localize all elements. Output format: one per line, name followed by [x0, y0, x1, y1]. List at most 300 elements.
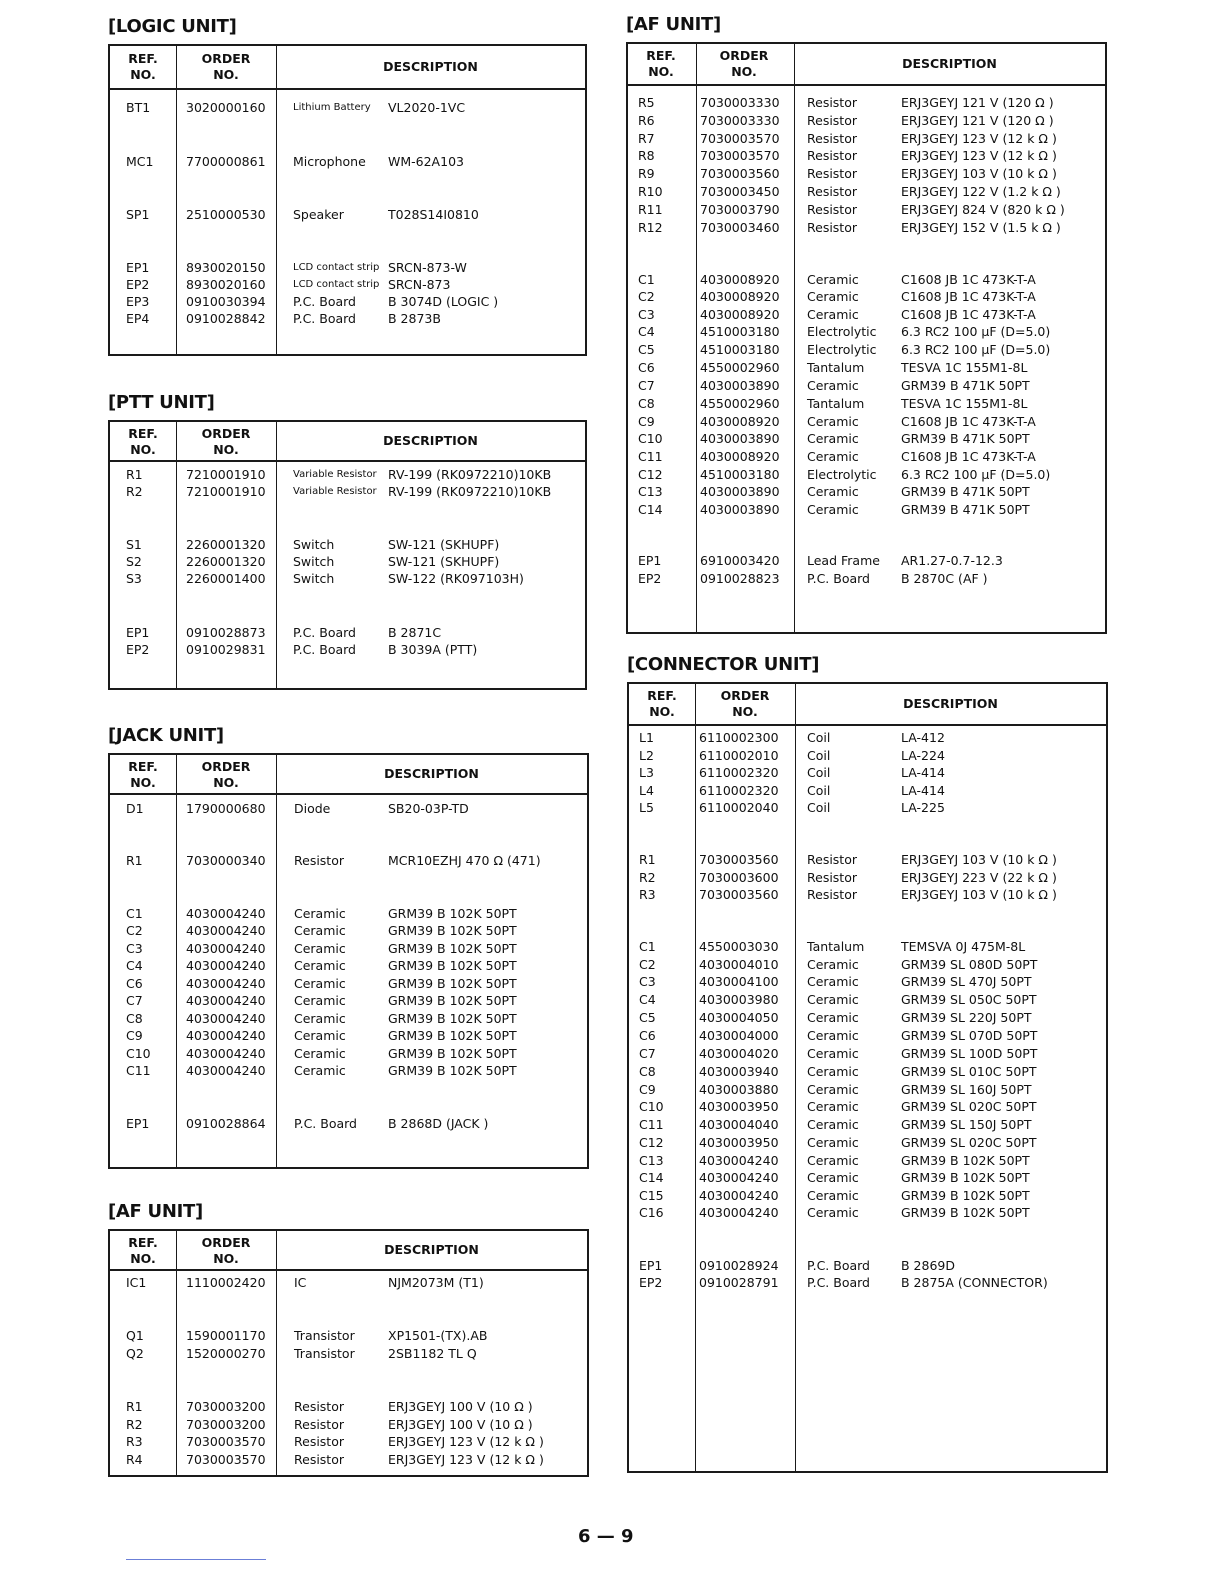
- cell-ref: R4: [126, 1452, 143, 1467]
- table-row: [629, 938, 1106, 956]
- cell-order: 0910028791: [699, 1275, 779, 1290]
- cell-ref: L1: [639, 730, 654, 745]
- cell-part: GRM39 SL 020C 50PT: [901, 1135, 1037, 1150]
- cell-order: 7210001910: [186, 467, 266, 482]
- table-row: [629, 1116, 1106, 1134]
- cell-part: ERJ3GEYJ 122 V (1.2 k Ω ): [901, 184, 1061, 199]
- cell-type: P.C. Board: [294, 1116, 357, 1131]
- cell-part: LA-224: [901, 748, 945, 763]
- table-row: [110, 852, 587, 870]
- cell-ref: EP2: [639, 1275, 663, 1290]
- table-header: [110, 422, 585, 462]
- table-row: [110, 1115, 587, 1133]
- cell-type: Resistor: [294, 1417, 344, 1432]
- cell-type: Resistor: [294, 1452, 344, 1467]
- cell-ref: Q2: [126, 1346, 144, 1361]
- section-title: [AF UNIT]: [626, 14, 721, 35]
- cell-type: Resistor: [807, 220, 857, 235]
- cell-ref: S1: [126, 537, 142, 552]
- cell-type: Ceramic: [807, 1170, 859, 1185]
- cell-part: GRM39 B 471K 50PT: [901, 431, 1030, 446]
- cell-order: 7030003560: [699, 887, 779, 902]
- cell-type: Coil: [807, 800, 831, 815]
- cell-type: Ceramic: [807, 1099, 859, 1114]
- cell-part: B 2869D: [901, 1258, 955, 1273]
- table-row: [628, 112, 1105, 130]
- cell-part: 2SB1182 TL Q: [388, 1346, 477, 1361]
- cell-part: 6.3 RC2 100 μF (D=5.0): [901, 342, 1051, 357]
- table-row: [110, 992, 587, 1010]
- cell-part: GRM39 SL 020C 50PT: [901, 1099, 1037, 1114]
- table-header: [110, 755, 587, 795]
- cell-part: GRM39 B 102K 50PT: [901, 1205, 1030, 1220]
- table-row: [110, 483, 585, 501]
- cell-ref: C10: [638, 431, 663, 446]
- description-header: DESCRIPTION: [384, 1242, 479, 1257]
- cell-type: Variable Resistor: [293, 469, 377, 480]
- table-row: [629, 782, 1106, 800]
- cell-ref: R10: [638, 184, 663, 199]
- cell-part: ERJ3GEYJ 121 V (120 Ω ): [901, 95, 1054, 110]
- cell-part: LA-412: [901, 730, 945, 745]
- cell-order: 1790000680: [186, 801, 266, 816]
- cell-ref: R7: [638, 131, 655, 146]
- cell-ref: EP3: [126, 294, 150, 309]
- cell-type: P.C. Board: [807, 1275, 870, 1290]
- cell-ref: C15: [639, 1188, 664, 1203]
- description-header: DESCRIPTION: [383, 59, 478, 74]
- table-row: [628, 483, 1105, 501]
- cell-type: Ceramic: [294, 906, 346, 921]
- cell-part: GRM39 B 102K 50PT: [388, 923, 517, 938]
- table-row: [629, 869, 1106, 887]
- cell-order: 7030003570: [186, 1434, 266, 1449]
- cell-ref: C4: [638, 324, 655, 339]
- page-number: 6 — 9: [578, 1526, 634, 1547]
- table-row: [629, 764, 1106, 782]
- cell-type: Variable Resistor: [293, 486, 377, 497]
- cell-type: Ceramic: [294, 923, 346, 938]
- table-row: [110, 800, 587, 818]
- cell-ref: EP1: [126, 1116, 150, 1131]
- header-text: ORDER: [201, 426, 251, 441]
- cell-part: GRM39 B 471K 50PT: [901, 502, 1030, 517]
- cell-ref: C2: [638, 289, 655, 304]
- header-text: REF.: [128, 426, 158, 441]
- cell-order: 8930020160: [186, 277, 266, 292]
- cell-type: Ceramic: [807, 1135, 859, 1150]
- af-unit-right-section: [626, 14, 1108, 636]
- cell-ref: C7: [126, 993, 143, 1008]
- cell-ref: S2: [126, 554, 142, 569]
- cell-ref: C3: [126, 941, 143, 956]
- cell-order: 7030003570: [186, 1452, 266, 1467]
- table-row: [628, 288, 1105, 306]
- cell-part: GRM39 SL 010C 50PT: [901, 1064, 1037, 1079]
- cell-type: Ceramic: [807, 449, 859, 464]
- cell-ref: C10: [126, 1046, 151, 1061]
- cell-type: Resistor: [807, 870, 857, 885]
- cell-type: P.C. Board: [293, 642, 356, 657]
- cell-ref: C8: [639, 1064, 656, 1079]
- header-text: NO.: [649, 704, 675, 719]
- cell-type: Resistor: [294, 1434, 344, 1449]
- cell-ref: C6: [638, 360, 655, 375]
- table-row: [628, 341, 1105, 359]
- header-text: NO.: [213, 775, 239, 790]
- cell-type: Coil: [807, 730, 831, 745]
- cell-part: 6.3 RC2 100 μF (D=5.0): [901, 324, 1051, 339]
- cell-part: RV-199 (RK0972210)10KB: [388, 484, 552, 499]
- cell-order: 4550002960: [700, 360, 780, 375]
- cell-part: MCR10EZHJ 470 Ω (471): [388, 853, 541, 868]
- table-row: [628, 165, 1105, 183]
- cell-ref: C2: [126, 923, 143, 938]
- cell-order: 7030003200: [186, 1399, 266, 1414]
- cell-part: C1608 JB 1C 473K-T-A: [901, 307, 1036, 322]
- cell-ref: C13: [638, 484, 663, 499]
- cell-order: 2260001320: [186, 537, 266, 552]
- table-row: [110, 624, 585, 642]
- cell-ref: C10: [639, 1099, 664, 1114]
- cell-type: Resistor: [807, 95, 857, 110]
- cell-order: 7030003450: [700, 184, 780, 199]
- table-row: [110, 1045, 587, 1063]
- cell-order: 4550003030: [699, 939, 779, 954]
- table-row: [628, 94, 1105, 112]
- cell-type: Resistor: [294, 853, 344, 868]
- ref-header: [628, 48, 694, 80]
- cell-type: Resistor: [807, 148, 857, 163]
- cell-order: 4030004040: [699, 1117, 779, 1132]
- cell-order: 4030004240: [699, 1205, 779, 1220]
- table-row: [110, 310, 585, 328]
- cell-ref: R9: [638, 166, 655, 181]
- cell-type: Transistor: [294, 1328, 355, 1343]
- table-row: [629, 1063, 1106, 1081]
- table-row: [629, 886, 1106, 904]
- cell-order: 2260001320: [186, 554, 266, 569]
- header-text: ORDER: [201, 1235, 251, 1250]
- cell-order: 4030004240: [186, 923, 266, 938]
- table-row: [629, 1274, 1106, 1292]
- cell-order: 7030003790: [700, 202, 780, 217]
- cell-ref: R3: [126, 1434, 143, 1449]
- ref-header: [110, 759, 176, 791]
- cell-ref: D1: [126, 801, 144, 816]
- header-text: NO.: [732, 704, 758, 719]
- cell-part: GRM39 B 102K 50PT: [388, 976, 517, 991]
- ptt-unit-section: [108, 392, 588, 692]
- connector-unit-section: [627, 654, 1109, 1474]
- cell-part: LA-414: [901, 783, 945, 798]
- cell-ref: R2: [126, 484, 143, 499]
- table-header: [110, 46, 585, 90]
- cell-order: 0910029831: [186, 642, 266, 657]
- cell-order: 4030004010: [699, 957, 779, 972]
- jack-unit-section: [108, 725, 590, 1171]
- cell-ref: BT1: [126, 100, 151, 115]
- section-title: [PTT UNIT]: [108, 392, 215, 413]
- header-text: NO.: [130, 775, 156, 790]
- cell-ref: EP2: [126, 642, 150, 657]
- cell-type: Ceramic: [807, 272, 859, 287]
- table-row: [629, 1187, 1106, 1205]
- cell-type: Ceramic: [807, 957, 859, 972]
- cell-type: P.C. Board: [293, 294, 356, 309]
- table-row: [628, 219, 1105, 237]
- cell-type: Resistor: [294, 1399, 344, 1414]
- table-row: [110, 1010, 587, 1028]
- cell-ref: R3: [639, 887, 656, 902]
- cell-part: LA-225: [901, 800, 945, 815]
- cell-type: Switch: [293, 537, 335, 552]
- cell-type: Ceramic: [294, 1028, 346, 1043]
- cell-ref: L4: [639, 783, 654, 798]
- cell-part: SW-121 (SKHUPF): [388, 537, 500, 552]
- cell-part: B 2873B: [388, 311, 441, 326]
- cell-part: GRM39 B 102K 50PT: [388, 941, 517, 956]
- table-row: [628, 448, 1105, 466]
- cell-part: ERJ3GEYJ 103 V (10 k Ω ): [901, 887, 1057, 902]
- cell-ref: C5: [638, 342, 655, 357]
- header-text: REF.: [128, 51, 158, 66]
- cell-part: GRM39 B 471K 50PT: [901, 484, 1030, 499]
- cell-part: LA-414: [901, 765, 945, 780]
- cell-ref: C7: [638, 378, 655, 393]
- cell-part: GRM39 B 102K 50PT: [901, 1153, 1030, 1168]
- ptt-unit-table: [108, 420, 587, 690]
- table-row: [110, 1327, 587, 1345]
- cell-type: Ceramic: [807, 974, 859, 989]
- cell-type: Resistor: [807, 131, 857, 146]
- order-header: [694, 48, 794, 80]
- cell-part: ERJ3GEYJ 103 V (10 k Ω ): [901, 852, 1057, 867]
- cell-part: B 2871C: [388, 625, 442, 640]
- cell-part: GRM39 SL 080D 50PT: [901, 957, 1038, 972]
- table-row: [110, 1433, 587, 1451]
- cell-ref: EP1: [126, 260, 150, 275]
- cell-part: GRM39 SL 100D 50PT: [901, 1046, 1038, 1061]
- cell-type: Lithium Battery: [293, 102, 371, 113]
- cell-order: 7030003560: [699, 852, 779, 867]
- cell-order: 4030003890: [700, 502, 780, 517]
- cell-type: Ceramic: [294, 976, 346, 991]
- cell-part: ERJ3GEYJ 223 V (22 k Ω ): [901, 870, 1057, 885]
- cell-ref: S3: [126, 571, 142, 586]
- cell-ref: C1: [126, 906, 143, 921]
- table-row: [629, 1204, 1106, 1222]
- cell-part: TESVA 1C 155M1-8L: [901, 396, 1028, 411]
- table-body: [110, 795, 587, 1167]
- cell-type: Ceramic: [807, 1117, 859, 1132]
- table-row: [110, 536, 585, 554]
- table-row: [110, 259, 585, 277]
- table-row: [628, 570, 1105, 588]
- cell-type: Coil: [807, 765, 831, 780]
- cell-part: GRM39 SL 470J 50PT: [901, 974, 1032, 989]
- cell-part: WM-62A103: [388, 154, 464, 169]
- cell-ref: MC1: [126, 154, 154, 169]
- header-text: ORDER: [719, 48, 769, 63]
- cell-order: 6110002320: [699, 783, 779, 798]
- cell-order: 4030004020: [699, 1046, 779, 1061]
- cell-type: LCD contact strip: [293, 262, 380, 273]
- table-row: [628, 201, 1105, 219]
- af-unit-right-table: [626, 42, 1107, 634]
- cell-ref: R5: [638, 95, 655, 110]
- cell-type: Ceramic: [294, 993, 346, 1008]
- cell-type: Resistor: [807, 202, 857, 217]
- cell-order: 4030004240: [186, 1046, 266, 1061]
- table-row: [629, 1081, 1106, 1099]
- cell-ref: C12: [638, 467, 663, 482]
- cell-part: ERJ3GEYJ 103 V (10 k Ω ): [901, 166, 1057, 181]
- cell-type: Ceramic: [294, 1011, 346, 1026]
- cell-order: 3020000160: [186, 100, 266, 115]
- cell-ref: R11: [638, 202, 663, 217]
- table-row: [110, 1416, 587, 1434]
- header-text: NO.: [213, 67, 239, 82]
- cell-order: 6910003420: [700, 553, 780, 568]
- cell-type: Microphone: [293, 154, 366, 169]
- table-row: [628, 501, 1105, 519]
- cell-ref: R6: [638, 113, 655, 128]
- table-row: [628, 359, 1105, 377]
- cell-type: Ceramic: [294, 941, 346, 956]
- description-header: DESCRIPTION: [384, 766, 479, 781]
- cell-ref: EP2: [638, 571, 662, 586]
- table-row: [628, 147, 1105, 165]
- table-row: [110, 99, 585, 117]
- cell-part: 6.3 RC2 100 μF (D=5.0): [901, 467, 1051, 482]
- cell-part: ERJ3GEYJ 100 V (10 Ω ): [388, 1417, 533, 1432]
- table-header: [110, 1231, 587, 1271]
- cell-order: 4510003180: [700, 342, 780, 357]
- cell-type: Ceramic: [807, 1010, 859, 1025]
- cell-type: Ceramic: [807, 1153, 859, 1168]
- cell-part: ERJ3GEYJ 121 V (120 Ω ): [901, 113, 1054, 128]
- table-body: [629, 726, 1106, 1471]
- cell-type: Resistor: [807, 113, 857, 128]
- cell-part: GRM39 SL 160J 50PT: [901, 1082, 1032, 1097]
- cell-order: 0910028864: [186, 1116, 266, 1131]
- table-body: [110, 1271, 587, 1475]
- cell-part: C1608 JB 1C 473K-T-A: [901, 289, 1036, 304]
- table-row: [110, 922, 587, 940]
- cell-type: Switch: [293, 571, 335, 586]
- header-text: NO.: [130, 442, 156, 457]
- cell-order: 0910028842: [186, 311, 266, 326]
- cell-part: GRM39 SL 150J 50PT: [901, 1117, 1032, 1132]
- cell-ref: R8: [638, 148, 655, 163]
- cell-part: ERJ3GEYJ 123 V (12 k Ω ): [901, 148, 1057, 163]
- header-text: REF.: [128, 759, 158, 774]
- cell-ref: EP2: [126, 277, 150, 292]
- cell-part: NJM2073M (T1): [388, 1275, 484, 1290]
- cell-order: 4030003890: [700, 484, 780, 499]
- cell-order: 7030000340: [186, 853, 266, 868]
- cell-type: P.C. Board: [293, 311, 356, 326]
- cell-ref: EP1: [638, 553, 662, 568]
- table-row: [110, 153, 585, 171]
- cell-part: B 3039A (PTT): [388, 642, 478, 657]
- cell-part: SW-121 (SKHUPF): [388, 554, 500, 569]
- cell-part: GRM39 B 102K 50PT: [388, 1046, 517, 1061]
- table-row: [628, 377, 1105, 395]
- cell-type: Resistor: [807, 166, 857, 181]
- table-row: [628, 413, 1105, 431]
- order-header: [695, 688, 795, 720]
- cell-type: Ceramic: [807, 1082, 859, 1097]
- cell-type: Ceramic: [807, 1188, 859, 1203]
- cell-type: Tantalum: [807, 939, 865, 954]
- cell-type: Switch: [293, 554, 335, 569]
- cell-ref: C1: [639, 939, 656, 954]
- cell-order: 4030004100: [699, 974, 779, 989]
- cell-order: 4030004240: [186, 1028, 266, 1043]
- cell-ref: C9: [638, 414, 655, 429]
- cell-order: 1520000270: [186, 1346, 266, 1361]
- cell-part: GRM39 B 102K 50PT: [388, 906, 517, 921]
- table-row: [628, 323, 1105, 341]
- cell-type: Ceramic: [807, 484, 859, 499]
- cell-type: Ceramic: [807, 502, 859, 517]
- table-row: [110, 975, 587, 993]
- connector-unit-table: [627, 682, 1108, 1473]
- cell-part: SRCN-873: [388, 277, 451, 292]
- cell-type: Ceramic: [807, 431, 859, 446]
- cell-order: 7700000861: [186, 154, 266, 169]
- table-row: [110, 1027, 587, 1045]
- cell-order: 7030003330: [700, 113, 780, 128]
- cell-type: Diode: [294, 801, 331, 816]
- cell-ref: C8: [126, 1011, 143, 1026]
- cell-type: Electrolytic: [807, 467, 877, 482]
- cell-part: GRM39 B 102K 50PT: [388, 1011, 517, 1026]
- cell-ref: EP4: [126, 311, 150, 326]
- table-row: [110, 206, 585, 224]
- cell-ref: C4: [639, 992, 656, 1007]
- cell-ref: C6: [126, 976, 143, 991]
- cell-order: 7030003560: [700, 166, 780, 181]
- cell-type: Resistor: [807, 852, 857, 867]
- cell-type: Tantalum: [807, 396, 865, 411]
- table-row: [629, 851, 1106, 869]
- cell-part: ERJ3GEYJ 152 V (1.5 k Ω ): [901, 220, 1061, 235]
- cell-order: 4030004240: [186, 906, 266, 921]
- cell-ref: C11: [126, 1063, 151, 1078]
- cell-part: B 2875A (CONNECTOR): [901, 1275, 1048, 1290]
- table-row: [110, 1345, 587, 1363]
- cell-part: GRM39 SL 050C 50PT: [901, 992, 1037, 1007]
- cell-ref: C14: [638, 502, 663, 517]
- cell-ref: C11: [638, 449, 663, 464]
- cell-ref: L3: [639, 765, 654, 780]
- cell-order: 0910028823: [700, 571, 780, 586]
- cell-order: 4030004240: [186, 993, 266, 1008]
- cell-part: GRM39 B 102K 50PT: [388, 1063, 517, 1078]
- table-row: [629, 991, 1106, 1009]
- table-row: [629, 747, 1106, 765]
- cell-type: Ceramic: [294, 1046, 346, 1061]
- section-title: [CONNECTOR UNIT]: [627, 654, 820, 675]
- cell-part: ERJ3GEYJ 123 V (12 k Ω ): [388, 1434, 544, 1449]
- cell-type: Speaker: [293, 207, 344, 222]
- cell-order: 6110002040: [699, 800, 779, 815]
- cell-order: 4510003180: [700, 467, 780, 482]
- cell-order: 2510000530: [186, 207, 266, 222]
